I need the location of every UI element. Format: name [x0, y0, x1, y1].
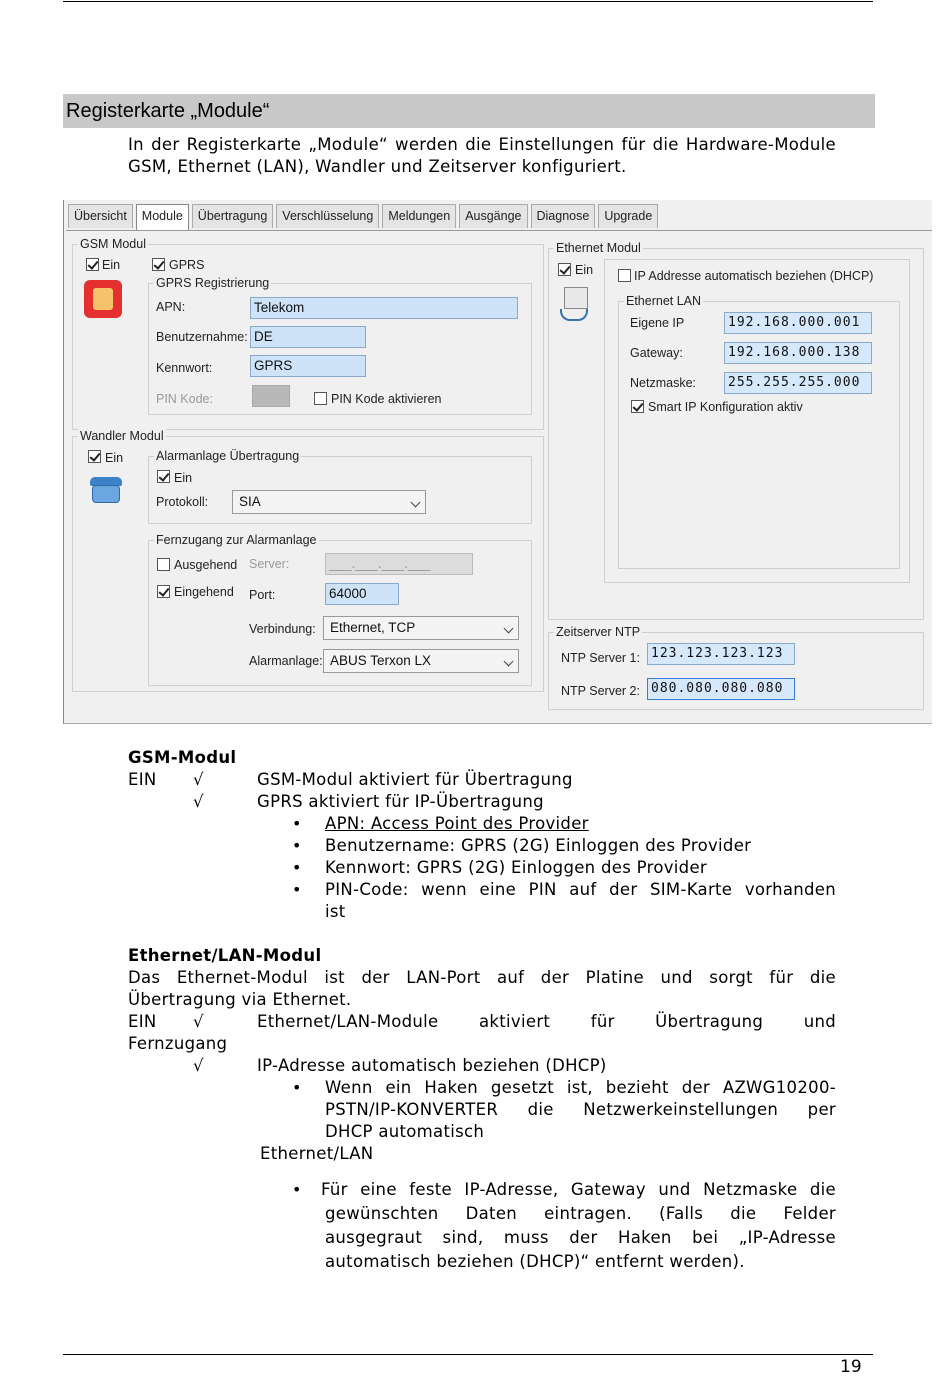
dhcp-bullet-line-2: PSTN/IP-KONVERTER die Netzwerkeinstellungen per — [325, 1100, 836, 1119]
dhcp-checkbox[interactable] — [618, 269, 631, 282]
netmask-label: Netzmaske: — [630, 376, 696, 390]
server-input[interactable]: ___.___.___.___ — [325, 553, 473, 575]
converter-enable-label: Ein — [105, 451, 124, 465]
module-settings-screenshot — [63, 200, 932, 724]
port-input[interactable]: 64000 — [325, 583, 399, 605]
outgoing-label: Ausgehend — [174, 558, 238, 572]
pin-code-input[interactable] — [252, 385, 290, 407]
footer-rule — [63, 1354, 873, 1355]
tab-module[interactable]: Module — [136, 204, 189, 231]
protocol-value: SIA — [239, 494, 261, 509]
alarm-panel-label: Alarmanlage: — [249, 654, 323, 668]
tab-bar — [68, 204, 661, 228]
tab-verschluesselung[interactable]: Verschlüsselung — [276, 204, 379, 228]
apn-input[interactable]: Telekom — [250, 297, 518, 319]
alarm-enable-label: Ein — [174, 471, 193, 485]
bullet-icon: • — [292, 1180, 302, 1199]
alarm-transmission-title: Alarmanlage Übertragung — [156, 449, 300, 463]
pin-activate-checkbox[interactable] — [314, 392, 327, 405]
ntp-server1-label: NTP Server 1: — [561, 651, 640, 665]
smart-ip-checkbox[interactable] — [631, 400, 644, 413]
alarm-enable-checkbox[interactable] — [157, 470, 170, 483]
tab-uebertragung[interactable]: Übertragung — [192, 204, 274, 228]
fixed-ip-line-2: gewünschten Daten eintragen. (Falls die Felder — [325, 1204, 836, 1223]
chevron-down-icon — [504, 657, 514, 667]
chevron-down-icon — [411, 498, 421, 508]
ntp-server1-input[interactable]: 123.123.123.123 — [647, 643, 795, 665]
check-mark: √ — [193, 770, 204, 789]
ntp-server2-label: NTP Server 2: — [561, 684, 640, 698]
alarm-panel-value: ABUS Terxon LX — [330, 653, 432, 668]
dhcp-label: IP Addresse automatisch beziehen (DHCP) — [634, 269, 874, 283]
bullet-icon: • — [292, 858, 302, 877]
ethernet-heading: Ethernet/LAN-Modul — [128, 946, 322, 965]
fixed-ip-line-1: Für eine feste IP-Adresse, Gateway und Netzmaske die — [321, 1180, 836, 1199]
section-title: Registerkarte „Module“ — [63, 94, 875, 128]
top-rule — [63, 1, 873, 2]
intro-paragraph: In der Registerkarte „Module“ werden die Einstellungen für die Hardware-Module GSM, Ethernet (LAN), Wandler und Zeitserver konfiguriert. — [128, 135, 836, 176]
gsm-module-title: GSM Modul — [80, 237, 146, 251]
protocol-label: Protokoll: — [156, 495, 209, 509]
username-input[interactable]: DE — [250, 326, 366, 348]
smart-ip-label: Smart IP Konfiguration aktiv — [648, 400, 803, 414]
converter-module-title: Wandler Modul — [80, 429, 164, 443]
incoming-label: Eingehend — [174, 585, 234, 599]
gsm-ein-label: EIN — [128, 770, 157, 789]
own-ip-input[interactable]: 192.168.000.001 — [724, 312, 872, 334]
password-input[interactable]: GPRS — [250, 355, 366, 377]
check-mark: √ — [193, 1012, 204, 1031]
ethernet-lan-title: Ethernet LAN — [626, 294, 702, 308]
own-ip-label: Eigene IP — [630, 316, 685, 330]
ethernet-enable-checkbox[interactable] — [558, 263, 571, 276]
gsm-line-2: GPRS aktiviert für IP-Übertragung — [257, 792, 544, 811]
gsm-heading: GSM-Modul — [128, 748, 237, 767]
gsm-bullet-pin-cont: ist — [325, 902, 346, 921]
gsm-enable-checkbox[interactable] — [86, 258, 99, 271]
bullet-icon: • — [292, 880, 302, 899]
ethernet-para-line-2: Übertragung via Ethernet. — [128, 990, 352, 1009]
fixed-ip-line-4: automatisch beziehen (DHCP)“ entfernt werden). — [325, 1252, 745, 1271]
tab-upgrade[interactable]: Upgrade — [598, 204, 658, 228]
gsm-enable-label: Ein — [102, 258, 121, 272]
connection-label: Verbindung: — [249, 622, 316, 636]
gprs-label: GPRS — [169, 258, 205, 272]
port-label: Port: — [249, 588, 276, 602]
outgoing-checkbox[interactable] — [157, 558, 170, 571]
ntp-title: Zeitserver NTP — [556, 625, 641, 639]
ethernet-ein-line-1: Ethernet/LAN-Module aktiviert für Übertragung und — [257, 1012, 836, 1031]
gsm-bullet-pass: Kennwort: GPRS (2G) Einloggen des Provider — [325, 858, 707, 877]
telephone-icon — [90, 475, 122, 505]
ethernet-ein-label: EIN — [128, 1012, 157, 1031]
connection-select[interactable] — [323, 616, 519, 640]
check-mark: √ — [193, 792, 204, 811]
pin-activate-label: PIN Kode aktivieren — [331, 392, 442, 406]
gsm-line-1: GSM-Modul aktiviert für Übertragung — [257, 770, 573, 789]
tab-diagnose[interactable]: Diagnose — [531, 204, 596, 228]
protocol-select[interactable] — [232, 490, 426, 514]
network-plug-icon — [558, 287, 590, 323]
bullet-icon: • — [292, 836, 302, 855]
server-label: Server: — [249, 557, 290, 571]
tab-uebersicht[interactable]: Übersicht — [68, 204, 133, 228]
incoming-checkbox[interactable] — [157, 585, 170, 598]
sim-card-icon — [84, 280, 122, 318]
module-tab-content — [66, 230, 932, 722]
gateway-label: Gateway: — [630, 346, 683, 360]
gsm-bullet-user: Benutzername: GPRS (2G) Einloggen des Provider — [325, 836, 752, 855]
remote-access-title: Fernzugang zur Alarmanlage — [156, 533, 317, 547]
check-mark: √ — [193, 1056, 204, 1075]
password-label: Kennwort: — [156, 361, 213, 375]
netmask-input[interactable]: 255.255.255.000 — [724, 372, 872, 394]
bullet-icon: • — [292, 1078, 302, 1097]
gsm-bullet-pin: PIN-Code: wenn eine PIN auf der SIM-Karte vorhanden — [325, 880, 836, 899]
tab-ausgaenge[interactable]: Ausgänge — [459, 204, 527, 228]
converter-enable-checkbox[interactable] — [88, 450, 101, 463]
pin-code-label: PIN Kode: — [156, 392, 213, 406]
ethernet-module-title: Ethernet Modul — [556, 241, 641, 255]
gprs-checkbox[interactable] — [152, 258, 165, 271]
gprs-registration-title: GPRS Registrierung — [156, 276, 270, 290]
tab-meldungen[interactable]: Meldungen — [382, 204, 456, 228]
connection-value: Ethernet, TCP — [330, 620, 416, 635]
page-number: 19 — [840, 1357, 862, 1377]
gateway-input[interactable]: 192.168.000.138 — [724, 342, 872, 364]
bullet-icon: • — [292, 814, 302, 833]
dhcp-bullet-line-1: Wenn ein Haken gesetzt ist, bezieht der AZWG10200- — [325, 1078, 836, 1097]
alarm-panel-select[interactable] — [323, 649, 519, 673]
apn-label: APN: — [156, 300, 186, 314]
ethernet-para-line-1: Das Ethernet-Modul ist der LAN-Port auf der Platine und sorgt für die — [128, 968, 836, 987]
dhcp-line: IP-Adresse automatisch beziehen (DHCP) — [257, 1056, 607, 1075]
ethernet-lan-label: Ethernet/LAN — [260, 1144, 374, 1163]
dhcp-bullet-line-3: DHCP automatisch — [325, 1122, 485, 1141]
ntp-server2-input[interactable]: 080.080.080.080 — [647, 678, 795, 700]
username-label: Benutzernahme: — [156, 330, 248, 344]
chevron-down-icon — [504, 624, 514, 634]
gsm-bullet-apn: APN: Access Point des Provider — [325, 814, 589, 833]
fixed-ip-line-3: ausgegraut sind, muss der Haken bei „IP-Adresse — [325, 1228, 836, 1247]
ethernet-enable-label: Ein — [575, 263, 594, 277]
ethernet-ein-line-2: Fernzugang — [128, 1034, 228, 1053]
